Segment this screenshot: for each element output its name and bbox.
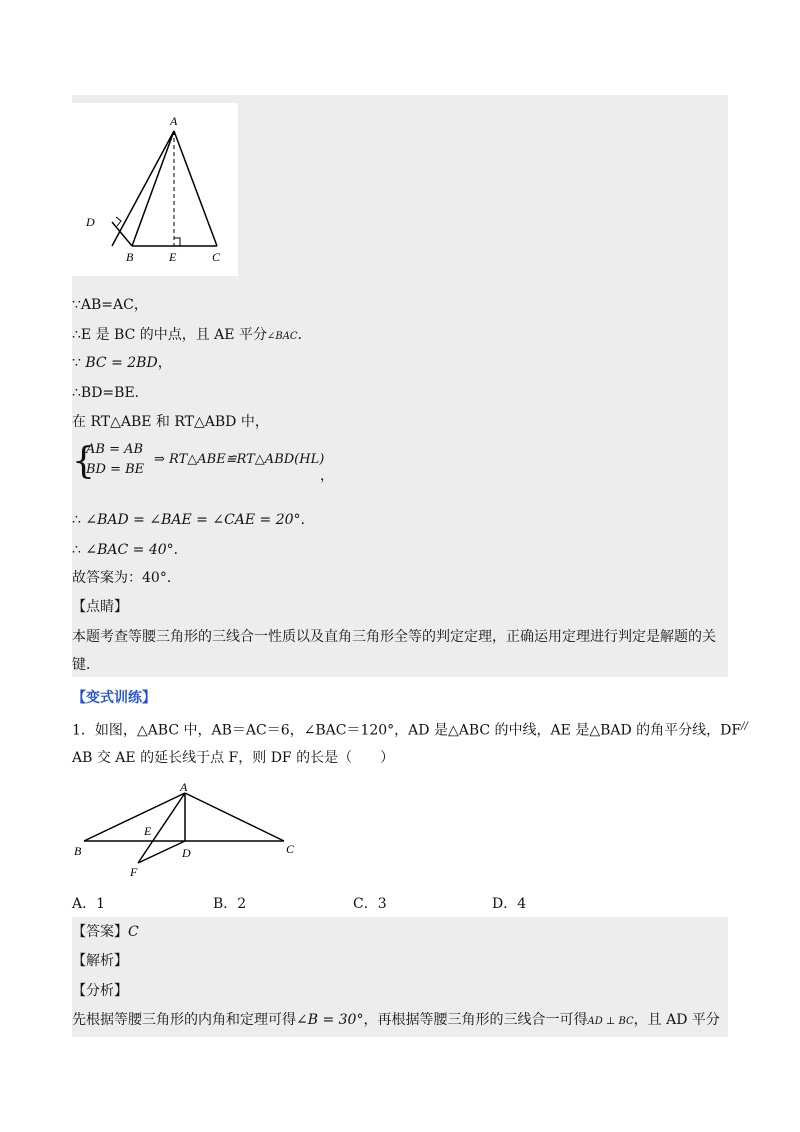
solution-line-1: ∵AB=AC， <box>72 297 148 313</box>
math-angle-bac-40: ∠BAC = 40° <box>85 542 174 558</box>
parallel-symbol: // <box>741 721 748 732</box>
label-d: D <box>86 215 95 229</box>
solution-line-3 <box>72 353 172 373</box>
label-a: A <box>170 114 178 128</box>
question-line-1 <box>72 717 748 741</box>
solution-line-2-prefix: ∴E 是 BC 的中点，且 AE 平分 <box>72 327 267 343</box>
solution-line-2-suffix: ． <box>297 327 312 343</box>
solution-line-6 <box>72 510 315 530</box>
label-e: E <box>169 250 177 264</box>
segment-ac-2 <box>185 793 284 841</box>
therefore-symbol-1: ∴ <box>72 512 81 528</box>
label-b-2: B <box>74 844 82 858</box>
angle-bac: ∠BAC <box>266 331 298 342</box>
analysis-part-1: 先根据等腰三角形的内角和定理可得 <box>72 1012 296 1028</box>
analysis-label: 【解析】 <box>72 953 128 969</box>
label-c: C <box>212 250 221 264</box>
congruence-system <box>72 440 352 484</box>
label-e-2: E <box>144 824 152 838</box>
answer-label: 【答案】 <box>72 924 128 940</box>
option-b[interactable]: B．2 <box>213 896 247 912</box>
math-ad-perp-bc: AD ⊥ BC <box>587 1016 634 1027</box>
since-symbol: ∵ <box>72 355 81 371</box>
label-f-2: F <box>130 865 138 879</box>
solution-line-8 <box>72 568 181 588</box>
question-text-1: 1．如图，△ABC 中，AB＝AC＝6，∠BAC＝120°，AD 是△ABC 的中线，AE 是△BAD 的角平分线，DF <box>72 722 742 739</box>
system-row-1: AB = AB <box>86 442 144 457</box>
solution-line-5: 在 RT△ABE 和 RT△ABD 中， <box>72 414 269 430</box>
math-bc-2bd: BC = 2BD <box>85 355 158 371</box>
solution-line-2 <box>72 325 312 347</box>
option-c[interactable]: C．3 <box>353 896 387 912</box>
segment-ab-2 <box>84 793 185 841</box>
math-angle-b-30: ∠B = 30° <box>296 1012 364 1028</box>
figure-triangle-abc-2 <box>72 778 304 880</box>
period-2: ． <box>173 542 188 558</box>
comment-heading: 【点睛】 <box>72 599 128 615</box>
figure-triangle-abc-1 <box>72 103 238 276</box>
option-d[interactable]: D．4 <box>492 896 527 912</box>
label-b: B <box>126 250 134 264</box>
system-result: ⇒ RT△ABE≌RT△ABD(HL) <box>154 452 325 467</box>
answer-value-40: 40° <box>142 570 167 586</box>
analysis-text-line <box>72 1010 720 1032</box>
period-1: ． <box>300 512 315 528</box>
analysis-part-2: ，再根据等腰三角形的三线合一可得 <box>363 1012 588 1028</box>
practice-heading: 【变式训练】 <box>72 690 156 706</box>
label-c-2: C <box>286 842 295 856</box>
answer-line <box>72 922 139 942</box>
label-d-2: D <box>182 846 191 860</box>
label-a-2: A <box>180 780 188 794</box>
math-angles-20: ∠BAD = ∠BAE = ∠CAE = 20° <box>85 512 301 528</box>
analysis-part-3: ，且 AD 平分 <box>633 1012 720 1028</box>
fenxi-label: 【分析】 <box>72 983 128 999</box>
comment-line-2: 键． <box>72 657 100 673</box>
comma: ， <box>157 355 172 371</box>
question-line-2: AB 交 AE 的延长线于点 F，则 DF 的长是（ ） <box>72 750 395 766</box>
answer-value: C <box>128 924 139 940</box>
therefore-symbol-2: ∴ <box>72 542 81 558</box>
system-row-2: BD = BE <box>86 462 145 477</box>
system-comma: ， <box>320 468 334 484</box>
answer-prefix: 故答案为： <box>72 570 142 586</box>
left-brace: { <box>72 441 95 482</box>
option-a[interactable]: A．1 <box>72 896 106 912</box>
period-3: ． <box>166 570 181 586</box>
comment-line-1: 本题考查等腰三角形的三线合一性质以及直角三角形全等的判定定理，正确运用定理进行判定是解题的关 <box>72 629 716 645</box>
solution-line-4: ∴BD=BE． <box>72 385 149 401</box>
solution-line-7 <box>72 540 188 560</box>
